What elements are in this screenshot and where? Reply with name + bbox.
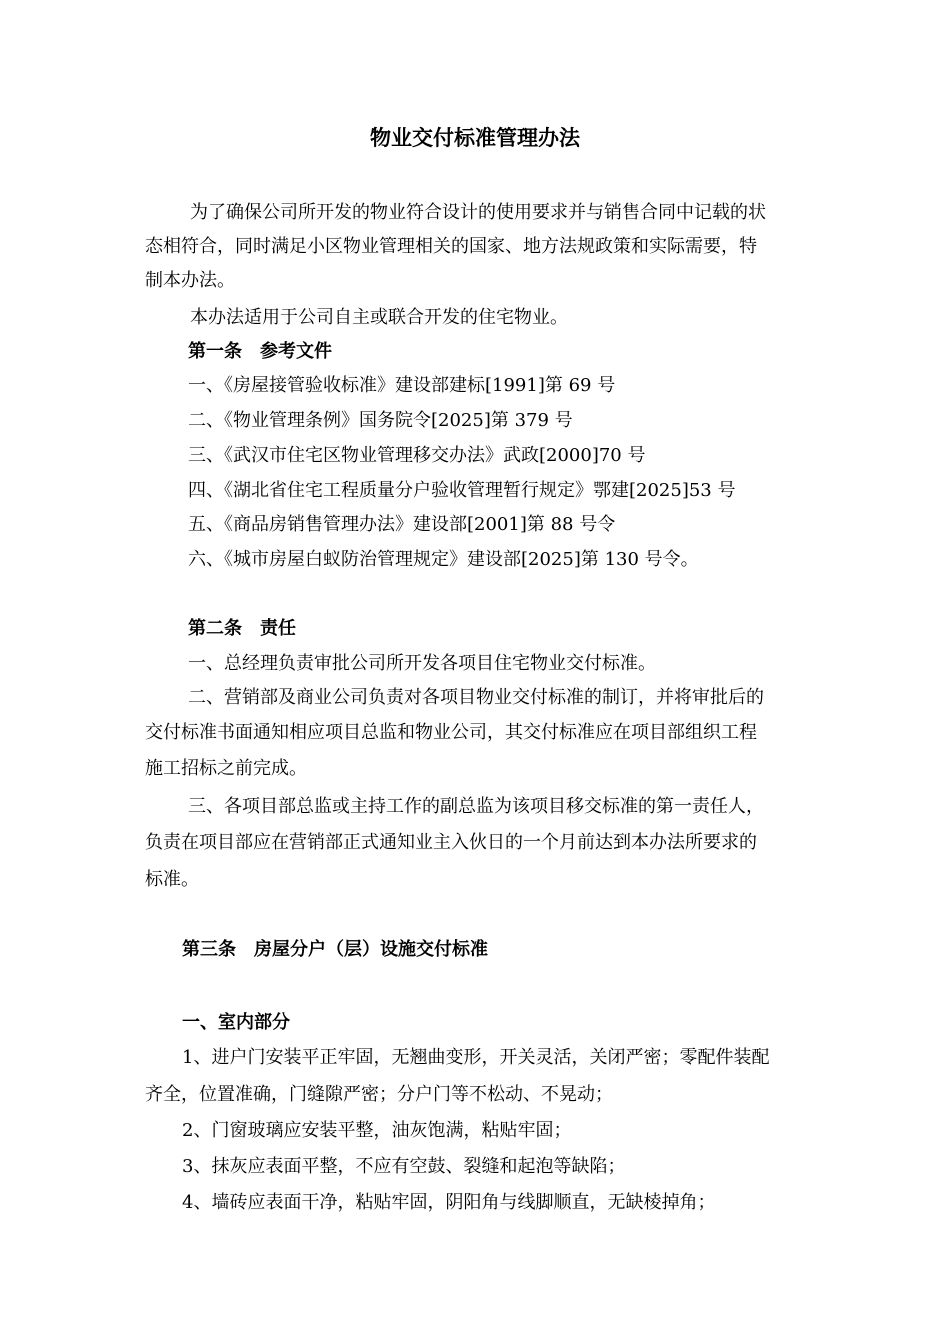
responsibility-item-3-line-2: 负责在项目部应在营销部正式通知业主入伙日的一个月前达到本办法所要求的 [145, 832, 757, 853]
article2-heading: 第二条 责任 [188, 618, 296, 639]
responsibility-item-2-line-1: 二、营销部及商业公司负责对各项目物业交付标准的制订，并将审批后的 [188, 687, 764, 708]
responsibility-item-1: 一、总经理负责审批公司所开发各项目住宅物业交付标准。 [188, 653, 656, 674]
indoor-item-1-line-1: 1、进户门安装平正牢固，无翘曲变形，开关灵活，关闭严密；零配件装配 [182, 1047, 770, 1068]
article3-heading: 第三条 房屋分户（层）设施交付标准 [182, 939, 488, 960]
reference-item-3: 三、《武汉市住宅区物业管理移交办法》武政[2000]70 号 [188, 445, 646, 466]
responsibility-item-3-line-1: 三、各项目部总监或主持工作的副总监为该项目移交标准的第一责任人， [188, 796, 764, 817]
indoor-item-4: 4、墙砖应表面干净，粘贴牢固，阴阳角与线脚顺直，无缺棱掉角； [182, 1192, 716, 1213]
responsibility-item-2-line-3: 施工招标之前完成。 [145, 758, 307, 779]
reference-item-1: 一、《房屋接管验收标准》建设部建标[1991]第 69 号 [188, 375, 616, 396]
reference-item-2: 二、《物业管理条例》国务院令[2025]第 379 号 [188, 410, 573, 431]
reference-item-4: 四、《湖北省住宅工程质量分户验收管理暂行规定》鄂建[2025]53 号 [188, 480, 736, 501]
indoor-item-1-line-2: 齐全，位置准确，门缝隙严密；分户门等不松动、不晃动； [145, 1084, 613, 1105]
intro-line-2: 态相符合，同时满足小区物业管理相关的国家、地方法规政策和实际需要，特 [145, 236, 757, 257]
responsibility-item-3-line-3: 标准。 [145, 869, 199, 890]
intro-line-1: 为了确保公司所开发的物业符合设计的使用要求并与销售合同中记载的状 [190, 202, 766, 223]
indoor-section-heading: 一、室内部分 [182, 1012, 290, 1033]
indoor-item-3: 3、抹灰应表面平整，不应有空鼓、裂缝和起泡等缺陷； [182, 1156, 626, 1177]
responsibility-item-2-line-2: 交付标准书面通知相应项目总监和物业公司，其交付标准应在项目部组织工程 [145, 722, 757, 743]
scope-text: 本办法适用于公司自主或联合开发的住宅物业。 [190, 307, 568, 328]
indoor-item-2: 2、门窗玻璃应安装平整，油灰饱满，粘贴牢固； [182, 1120, 572, 1141]
intro-line-3: 制本办法。 [145, 270, 235, 291]
article1-heading: 第一条 参考文件 [188, 341, 332, 362]
reference-item-5: 五、《商品房销售管理办法》建设部[2001]第 88 号令 [188, 514, 616, 535]
reference-item-6: 六、《城市房屋白蚁防治管理规定》建设部[2025]第 130 号令。 [188, 549, 699, 570]
document-title: 物业交付标准管理办法 [370, 126, 580, 150]
